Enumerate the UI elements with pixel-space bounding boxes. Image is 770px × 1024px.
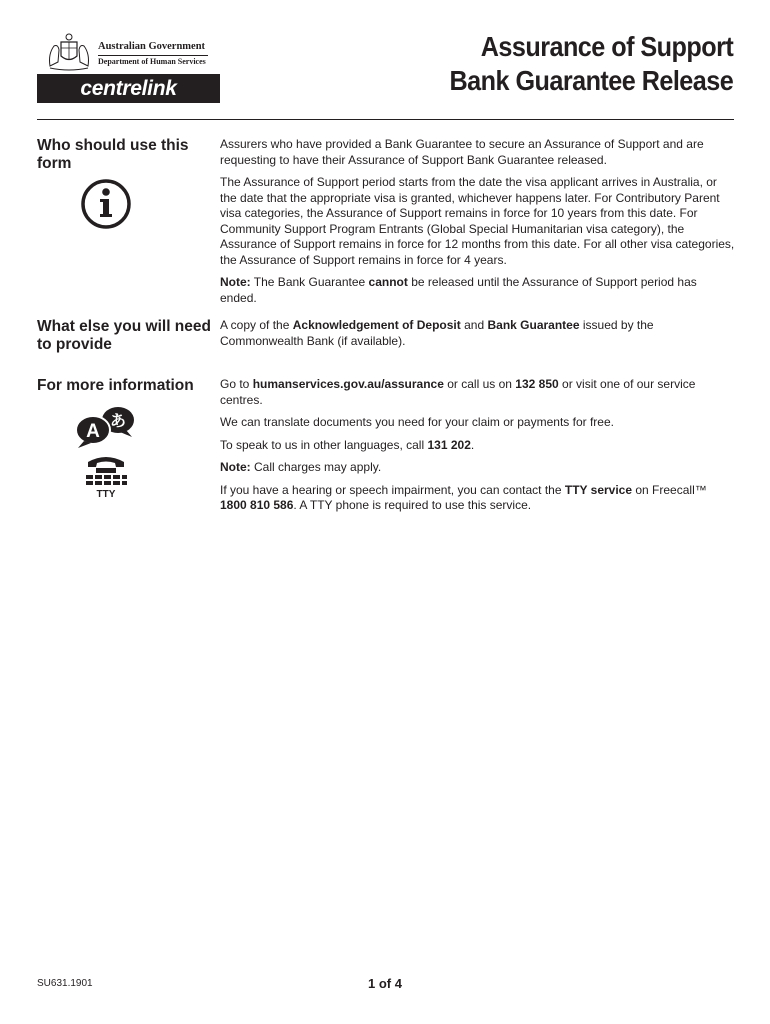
translation-icon-glyph-a: A <box>86 421 100 442</box>
gov-divider <box>98 55 208 56</box>
tty-phone-number: 1800 810 586 <box>220 498 294 512</box>
note-label: Note: <box>220 460 251 474</box>
header-divider <box>37 119 734 120</box>
info-line-website <box>220 377 736 408</box>
info-text: Go to <box>220 377 250 391</box>
title-line-1: Assurance of Support <box>480 31 733 62</box>
provide-bold-1: Acknowledgement of Deposit <box>292 318 461 332</box>
provide-bold-2: Bank Guarantee <box>487 318 580 332</box>
provide-paragraph <box>220 318 736 349</box>
coat-of-arms-icon <box>44 32 94 72</box>
provide-body <box>220 318 736 356</box>
info-heading: For more information <box>37 377 194 394</box>
page-title <box>418 30 733 98</box>
tty-service-label: TTY service <box>564 482 633 497</box>
provide-text-3: issued by the Commonwealth Bank (if available). <box>220 318 654 348</box>
info-line-note <box>220 460 736 476</box>
note-emphasis: cannot <box>368 275 408 289</box>
who-note <box>220 275 736 306</box>
info-line-tty <box>220 483 736 514</box>
translation-icon-glyph-b: あ <box>109 411 127 430</box>
info-body <box>220 377 736 521</box>
provide-text-2: and <box>464 318 485 332</box>
info-text: . A TTY phone is required to use this service. <box>293 498 532 512</box>
who-heading: Who should use this form <box>37 137 189 172</box>
centrelink-logo <box>37 74 220 103</box>
provide-text-1: A copy of the <box>220 318 290 332</box>
info-text: Call charges may apply. <box>254 460 382 474</box>
info-text: or visit one of our service centres. <box>220 377 696 407</box>
note-text-pre: The Bank Guarantee <box>253 275 366 289</box>
phone-number: 132 850 <box>515 377 559 391</box>
language-phone-number: 131 202 <box>427 437 471 452</box>
form-code: SU631.1901 <box>37 978 93 989</box>
title-line-2: Bank Guarantee Release <box>449 65 733 96</box>
info-line-languages <box>220 438 736 454</box>
dept-name: Department of Human Services <box>98 57 206 66</box>
provide-heading: What else you will need to provide <box>37 318 211 353</box>
translation-icon <box>74 403 136 449</box>
note-label: Note: <box>220 275 251 289</box>
info-text: . <box>470 437 475 452</box>
tty-label: TTY <box>96 489 116 500</box>
website-link[interactable]: humanservices.gov.au/assurance <box>252 377 444 391</box>
who-paragraph-1: Assurers who have provided a Bank Guarantee to secure an Assurance of Support and are requesting to have their Assurance of Support Bank Guarantee released. <box>220 137 704 167</box>
info-text: To speak to us in other languages, call <box>220 437 425 452</box>
info-text: If you have a hearing or speech impairment, you can contact the <box>220 482 562 497</box>
gov-name: Australian Government <box>98 41 206 52</box>
info-text: or call us on <box>447 377 512 391</box>
centrelink-brand-text: centrelink <box>80 77 177 100</box>
page-number: 1 of 4 <box>368 976 402 991</box>
info-icon <box>80 178 132 230</box>
info-line-translate: We can translate documents you need for your claim or payments for free. <box>220 415 614 429</box>
who-body <box>220 137 736 313</box>
note-text-post: be released until the Assurance of Support period has ended. <box>220 275 697 305</box>
tty-phone-icon <box>82 454 130 500</box>
info-text: on Freecall™ <box>635 482 707 497</box>
who-paragraph-2: The Assurance of Support period starts from the date the visa applicant arrives in Australia, or the date that the appropriate visa is granted, whichever happens later. For Contributory Parent visa categories, the Assurance of Support remains in force for 10 years from this date. For Community Support Program Entrants (Global Special Humanitarian visa category), the Assurance of Support remains in force for 12 months from this date. For all other visa categories, the Assurance of Support remains in force for 4 years. <box>220 175 735 267</box>
